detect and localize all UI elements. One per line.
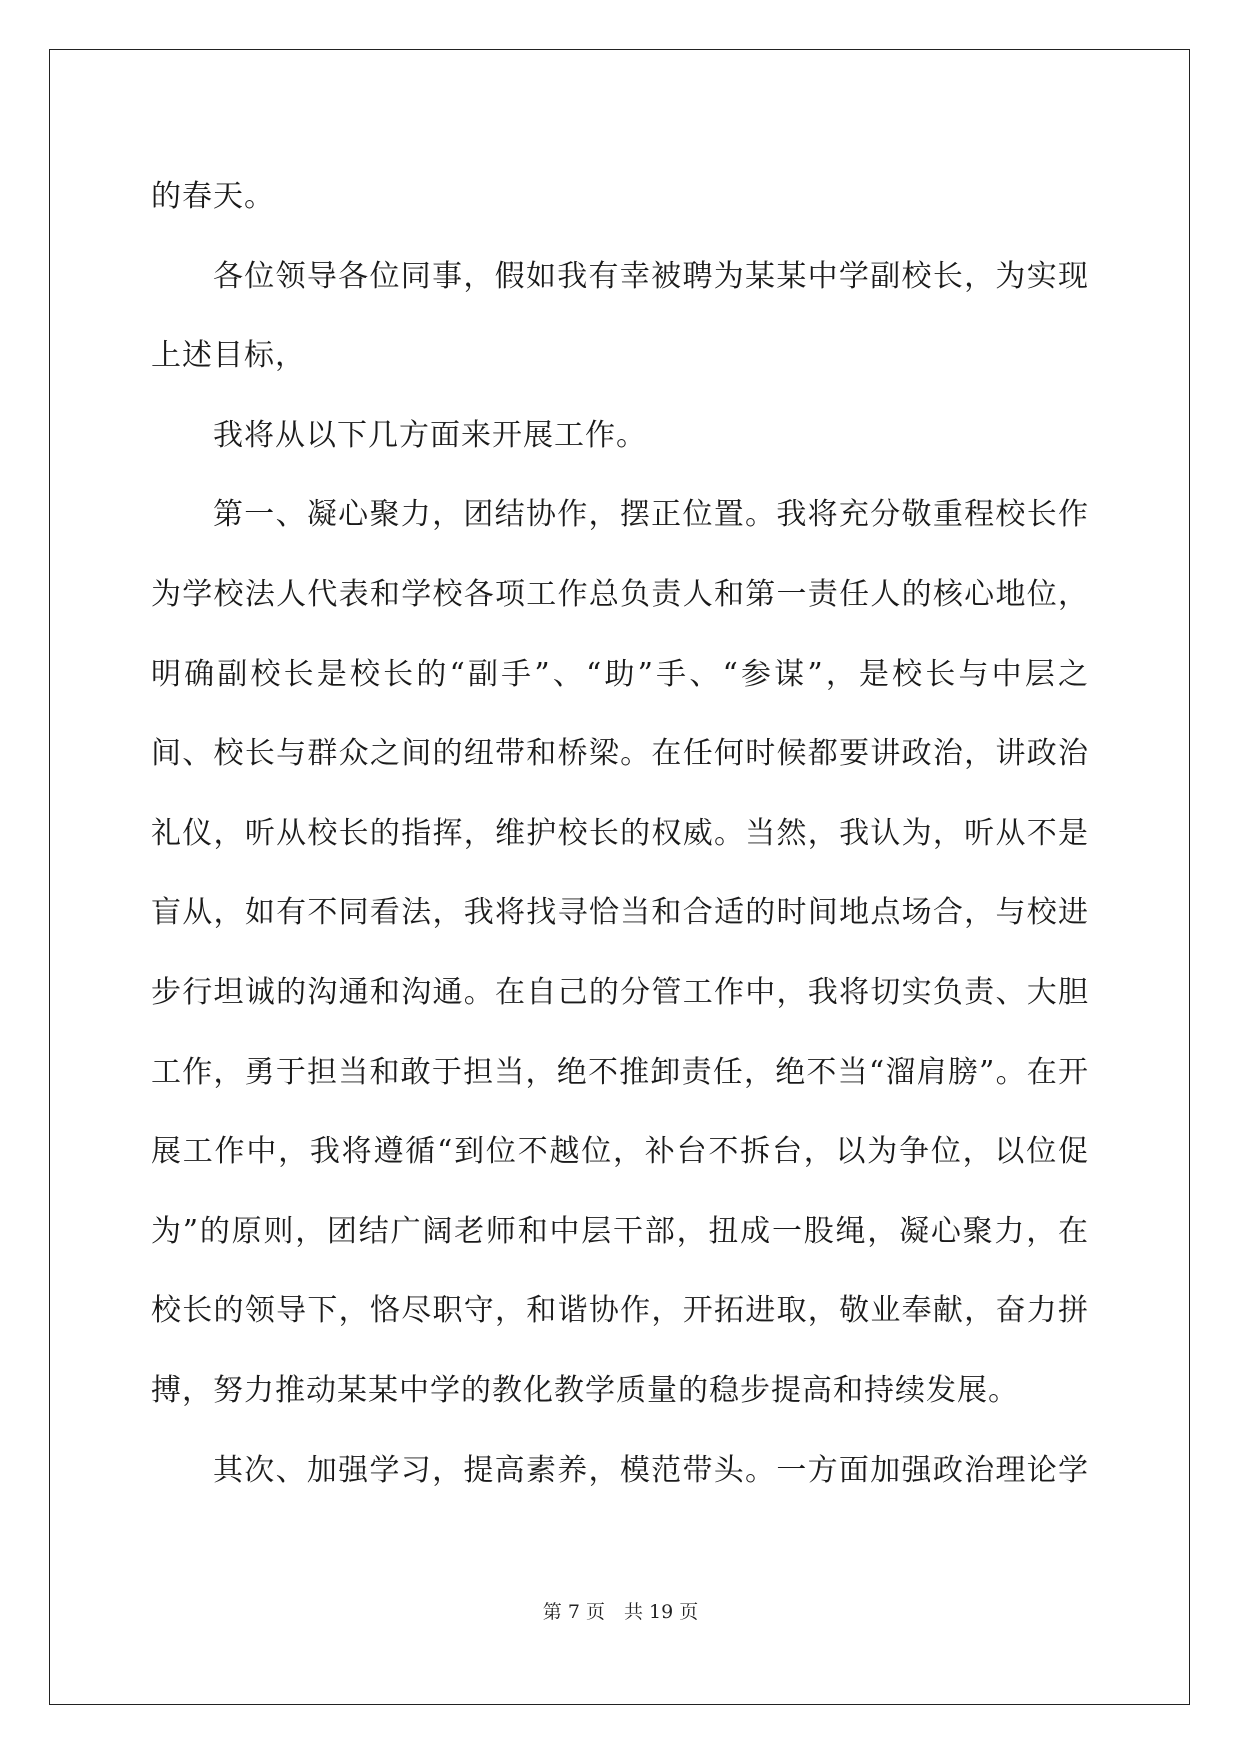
page-number-footer: 第 7 页 共 19 页 [542, 1601, 699, 1623]
text-line-9: 礼仪，听从校长的指挥，维护校长的权威。当然，我认为，听从不是 [151, 815, 1089, 851]
text-line-14: 为”的原则，团结广阔老师和中层干部，扭成一股绳，凝心聚力，在 [151, 1213, 1089, 1249]
text-line-3: 上述目标， [151, 338, 306, 374]
text-line-12: 工作，勇于担当和敢于担当，绝不推卸责任，绝不当“溜肩膀”。在开 [151, 1054, 1089, 1090]
text-line-7: 明确副校长是校长的“副手”、“助”手、“参谋”，是校长与中层之 [151, 656, 1089, 692]
text-line-16: 搏，努力推动某某中学的教化教学质量的稳步提高和持续发展。 [151, 1372, 1019, 1408]
text-line-6: 为学校法人代表和学校各项工作总负责人和第一责任人的核心地位， [151, 576, 1089, 612]
text-line-5: 第一、凝心聚力，团结协作，摆正位置。我将充分敬重程校长作 [213, 497, 1089, 533]
text-line-15: 校长的领导下，恪尽职守，和谐协作，开拓进取，敬业奉献，奋力拼 [151, 1293, 1089, 1329]
text-line-11: 步行坦诚的沟通和沟通。在自己的分管工作中，我将切实负责、大胆 [151, 974, 1089, 1010]
text-line-1: 的春天。 [151, 179, 275, 214]
text-line-13: 展工作中，我将遵循“到位不越位，补台不拆台，以为争位，以位促 [151, 1134, 1089, 1170]
text-line-8: 间、校长与群众之间的纽带和桥梁。在任何时候都要讲政治，讲政治 [151, 736, 1089, 772]
text-line-4: 我将从以下几方面来开展工作。 [213, 417, 647, 453]
text-line-17: 其次、加强学习，提高素养，模范带头。一方面加强政治理论学 [213, 1452, 1089, 1488]
text-line-10: 盲从，如有不同看法，我将找寻恰当和合适的时间地点场合，与校进 [151, 895, 1089, 931]
text-line-2: 各位领导各位同事，假如我有幸被聘为某某中学副校长，为实现 [213, 258, 1089, 294]
document-body [151, 157, 1089, 1510]
